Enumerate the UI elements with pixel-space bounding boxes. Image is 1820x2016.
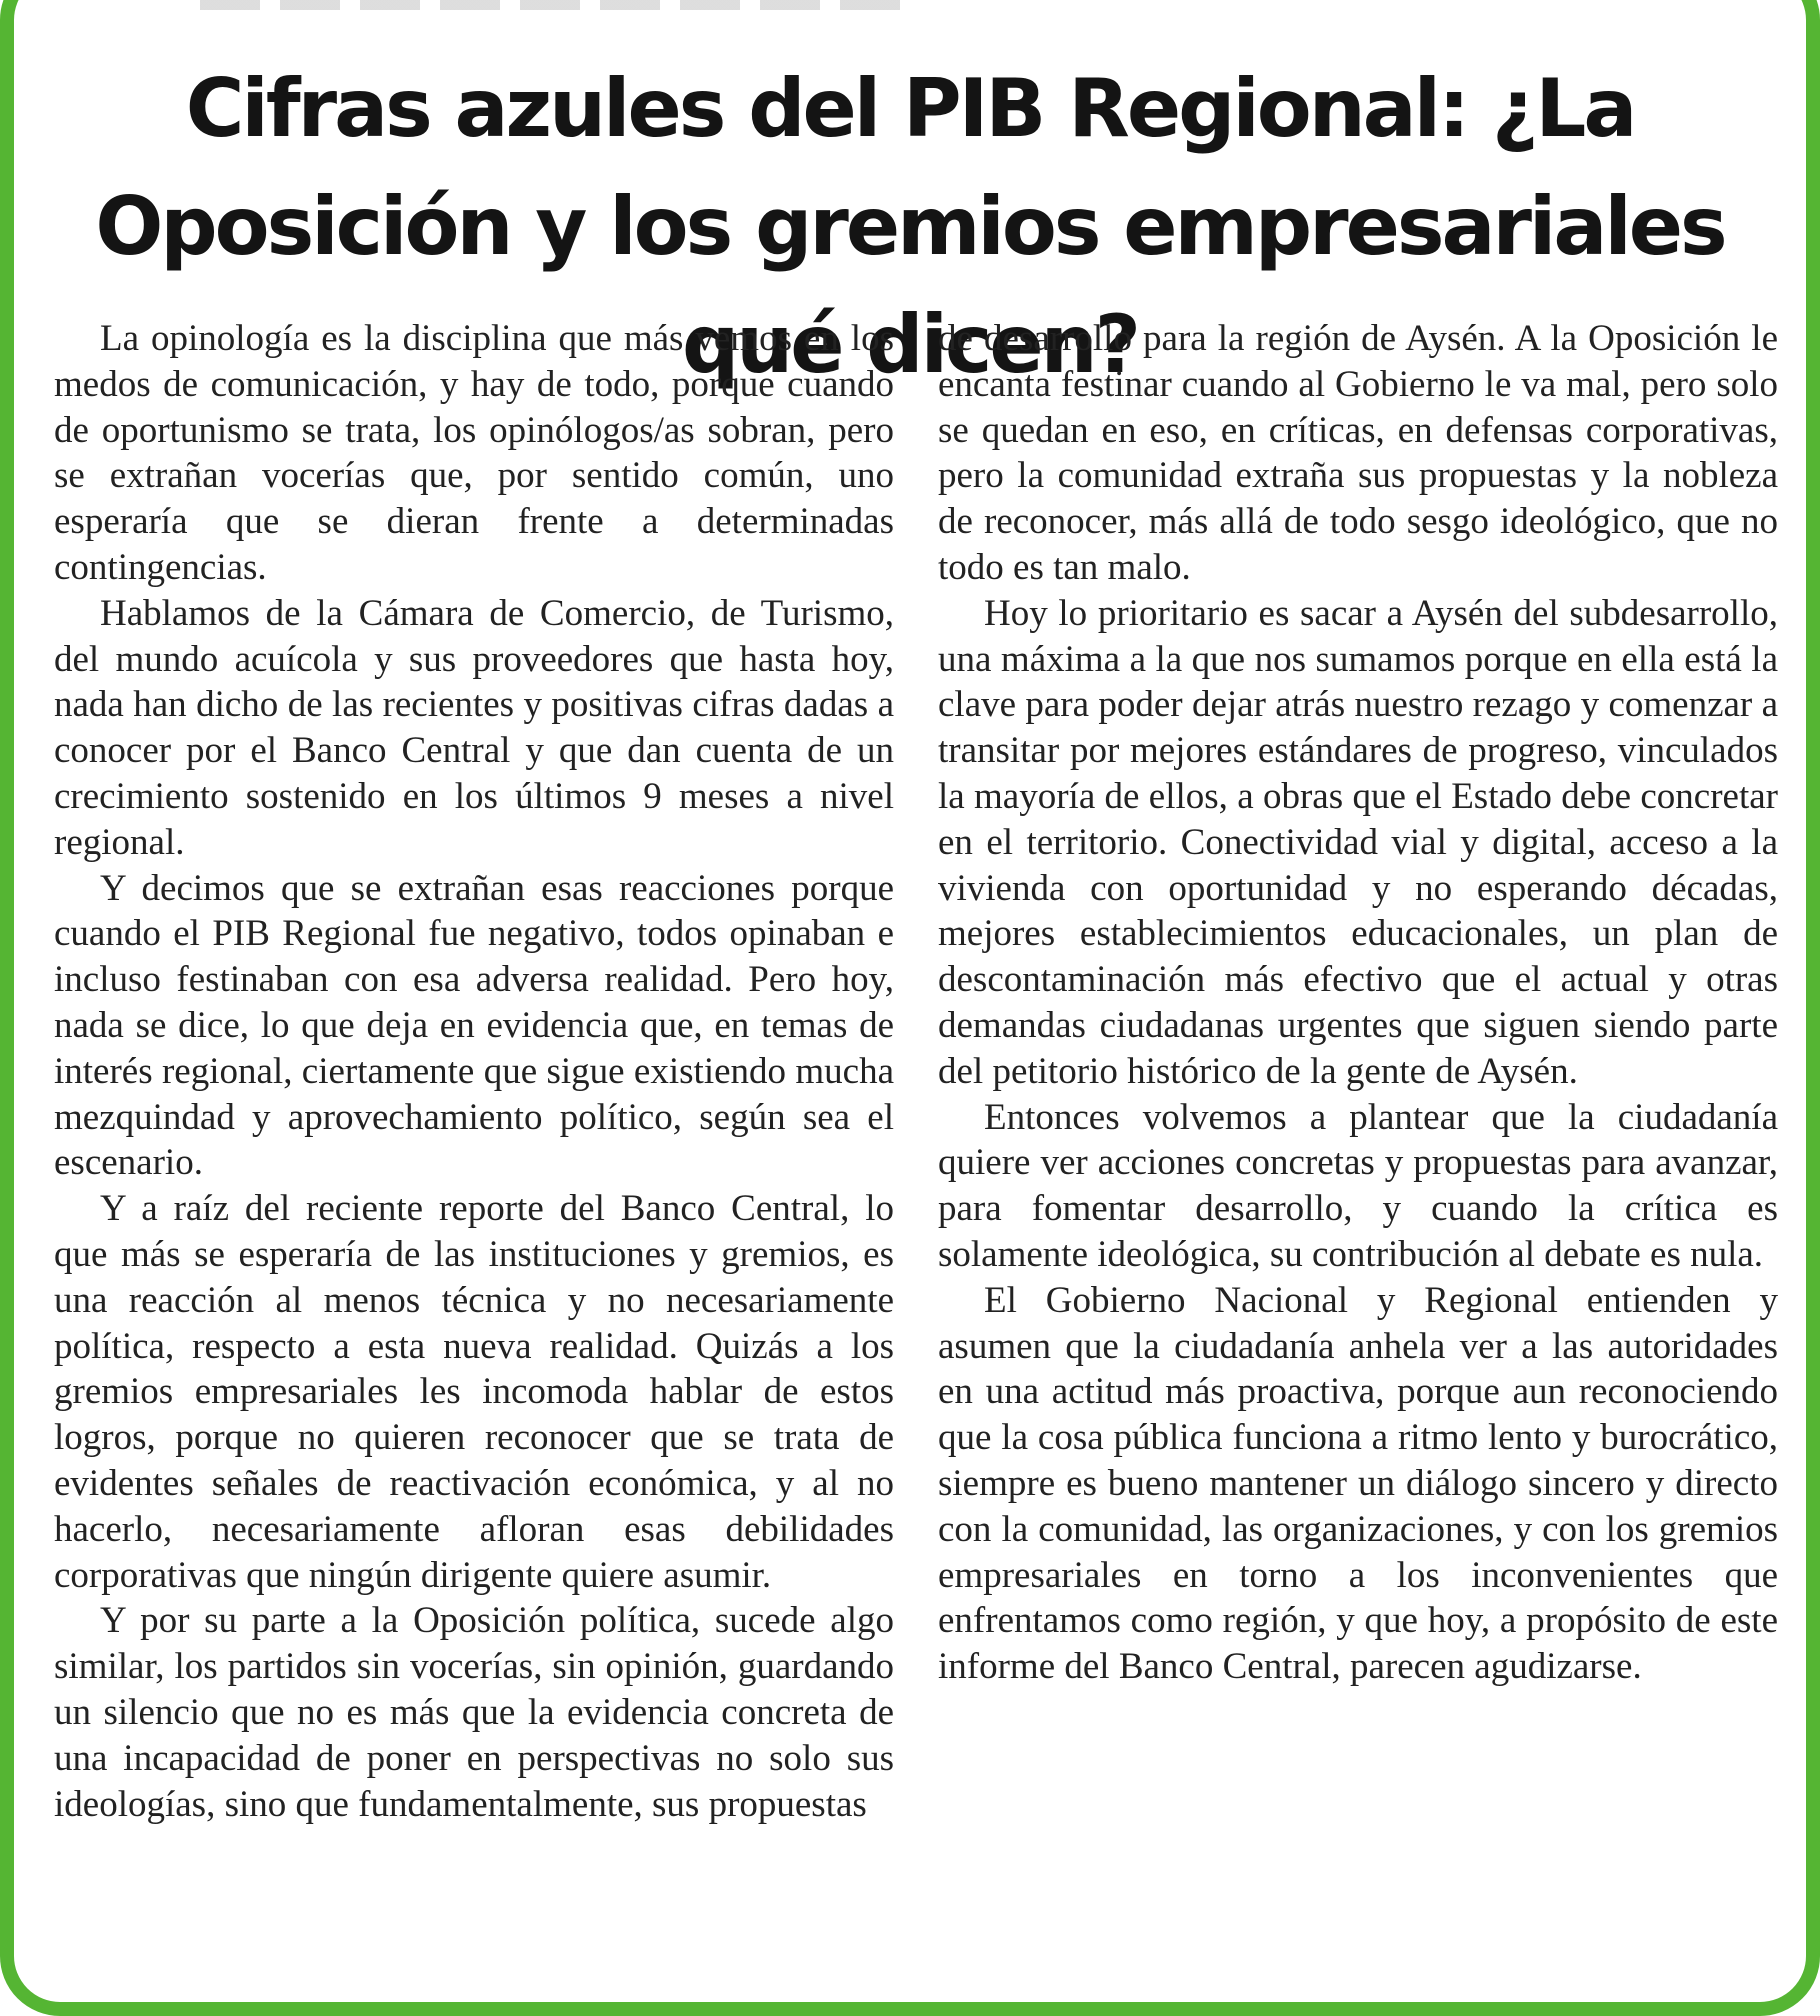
paragraph-banco-central: Y a raíz del reciente reporte del Banco Central, lo que más se esperaría de las instituciones y gremios, es una reacción al menos técnica y no necesariamente política, respecto a esta nueva realidad. Quizás a los gremios empresariales les incomoda hablar de estos logros, porque no quieren reconocer que se trata de evidentes señales de reactivación económica, y al no hacerlo, necesariamente afloran esas debilidades corporativas que ningún dirigente quiere asumir.	[54, 1188, 894, 1596]
column-right	[938, 316, 1778, 1996]
article-headline: Cifras azules del PIB Regional: ¿La Oposición y los gremios empresariales qué dicen?	[95, 62, 1725, 391]
paragraph-y-decimos: Y decimos que se extrañan esas reacciones porque cuando el PIB Regional fue negativo, todos opinaban e incluso festinaban con esa adversa realidad. Pero hoy, nada se dice, lo que deja en evidencia que, en temas de interés regional, ciertamente que sigue existiendo mucha mezquindad y aprovechamiento político, según sea el escenario.	[54, 867, 894, 1184]
paragraph-entonces: Entonces volvemos a plantear que la ciudadanía quiere ver acciones concretas y propuestas para avanzar, para fomentar desarrollo, y cuando la crítica es solamente ideológica, su contribución al debate es nula.	[938, 1096, 1778, 1275]
paragraph-continuation: de desarrollo para la región de Aysén. A la Oposición le encanta festinar cuando al Gobierno le va mal, pero solo se quedan en eso, en críticas, en defensas corporativas, pero la comunidad extraña sus propuestas y la nobleza de reconocer, más allá de todo sesgo ideológico, que no todo es tan malo.	[938, 318, 1778, 588]
column-left	[54, 316, 894, 1996]
article-body	[54, 316, 1778, 1996]
cropped-top-strip	[200, 0, 920, 10]
paragraph-hoy-prioritario: Hoy lo prioritario es sacar a Aysén del subdesarrollo, una máxima a la que nos sumamos porque en ella está la clave para poder dejar atrás nuestro rezago y comenzar a transitar por mejores estándares de progreso, vinculados la mayoría de ellos, a obras que el Estado debe concretar en el territorio. Conectividad vial y digital, acceso a la vivienda con oportunidad y no esperando décadas, mejores establecimientos educacionales, un plan de descontaminación más efectivo que el actual y otras demandas ciudadanas urgentes que siguen siendo parte del petitorio histórico de la gente de Aysén.	[938, 592, 1778, 1092]
paragraph-hablamos: Hablamos de la Cámara de Comercio, de Turismo, del mundo acuícola y sus proveedores que hasta hoy, nada han dicho de las recientes y positivas cifras dadas a conocer por el Banco Central y que dan cuenta de un crecimiento sostenido en los últimos 9 meses a nivel regional.	[54, 592, 894, 863]
paragraph-gobierno: El Gobierno Nacional y Regional entienden y asumen que la ciudadanía anhela ver a las autoridades en una actitud más proactiva, porque aun reconociendo que la cosa pública funciona a ritmo lento y burocrático, siempre es bueno mantener un diálogo sincero y directo con la comunidad, las organizaciones, y con los gremios empresariales en torno a los inconvenientes que enfrentamos como región, y que hoy, a propósito de este informe del Banco Central, parecen agudizarse.	[938, 1279, 1778, 1688]
paragraph-oposicion-politica: Y por su parte a la Oposición política, sucede algo similar, los partidos sin vocerías, sin opinión, guardando un silencio que no es más que la evidencia concreta de una incapacidad de poner en perspectivas no solo sus ideologías, sino que fundamentalmente, sus propuestas	[54, 1600, 894, 1825]
paragraph-opinologia: La opinología es la disciplina que más vemos en los medos de comunicación, y hay de todo, porque cuando de oportunismo se trata, los opinólogos/as sobran, pero se extrañan vocerías que, por sentido común, uno esperaría que se dieran frente a determinadas contingencias.	[54, 318, 894, 588]
